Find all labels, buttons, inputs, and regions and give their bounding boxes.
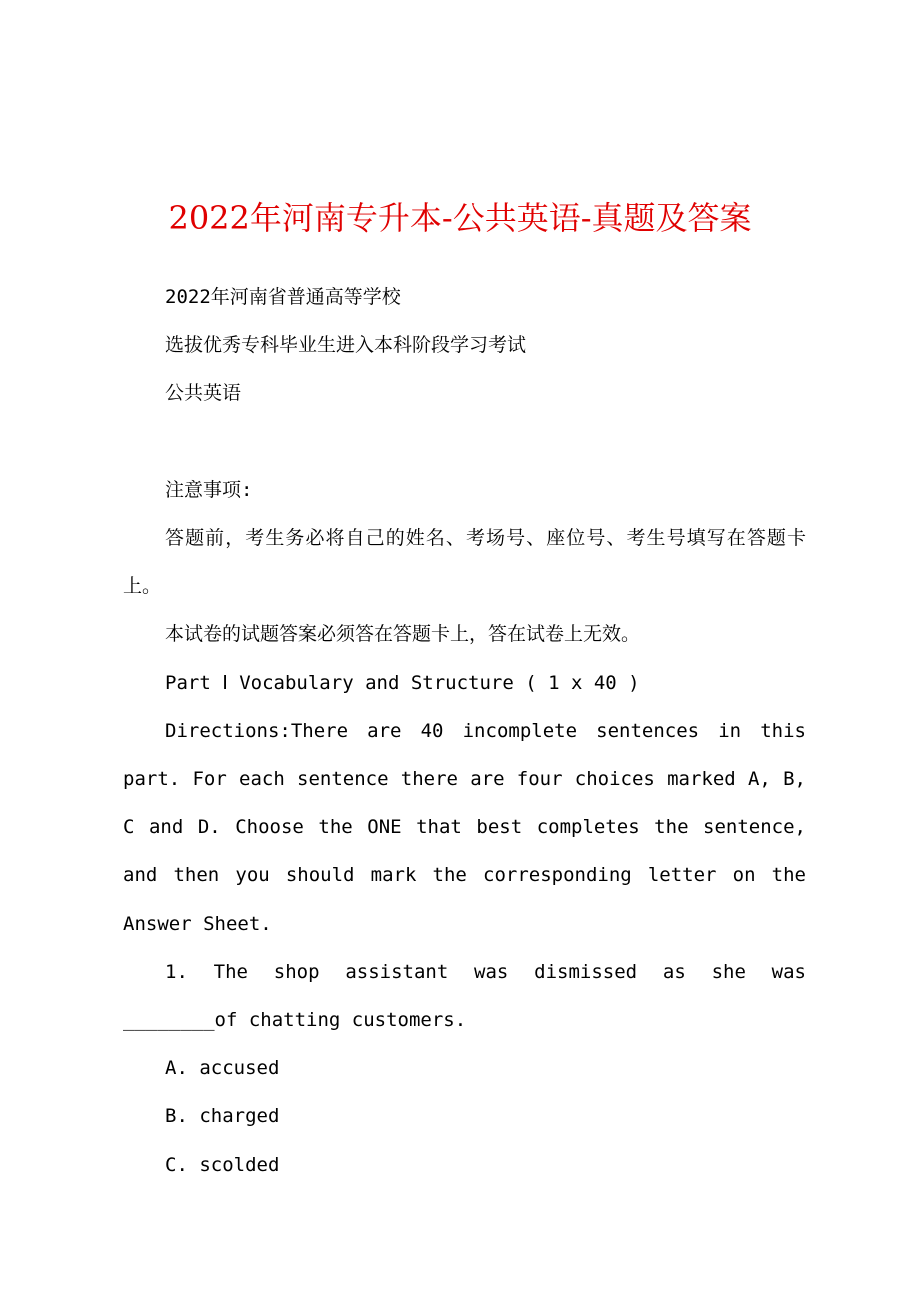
- document-body: [123, 273, 806, 1189]
- blank-line: [123, 418, 806, 466]
- option-c: C. scolded: [165, 1153, 280, 1176]
- option-a: A. accused: [165, 1057, 280, 1080]
- school-line: 2022年河南省普通高等学校: [165, 286, 401, 308]
- exam-name-line: 选拔优秀专科毕业生进入本科阶段学习考试: [165, 334, 527, 357]
- document-title: 2022年河南专升本-公共英语-真题及答案: [168, 199, 752, 237]
- question-1: 1. The shop assistant was dismissed as she was ________of chatting customers.: [123, 960, 806, 1032]
- part-heading: Part Ⅰ Vocabulary and Structure ( 1 x 40 ): [165, 671, 640, 694]
- note-item-1: 答题前，考生务必将自己的姓名、考场号、座位号、考生号填写在答题卡上。: [123, 527, 806, 598]
- subject-line: 公共英语: [165, 382, 242, 405]
- directions-paragraph: Directions:There are 40 incomplete sentences in this part. For each sentence there are four choices marked A, B, C and D. Choose the ONE that best completes the sentence, and then you should mark the corresponding letter on the Answer Sheet.: [123, 719, 806, 935]
- notes-heading: 注意事项:: [165, 478, 253, 501]
- option-b: B. charged: [165, 1105, 280, 1128]
- note-item-2: 本试卷的试题答案必须答在答题卡上，答在试卷上无效。: [165, 623, 641, 646]
